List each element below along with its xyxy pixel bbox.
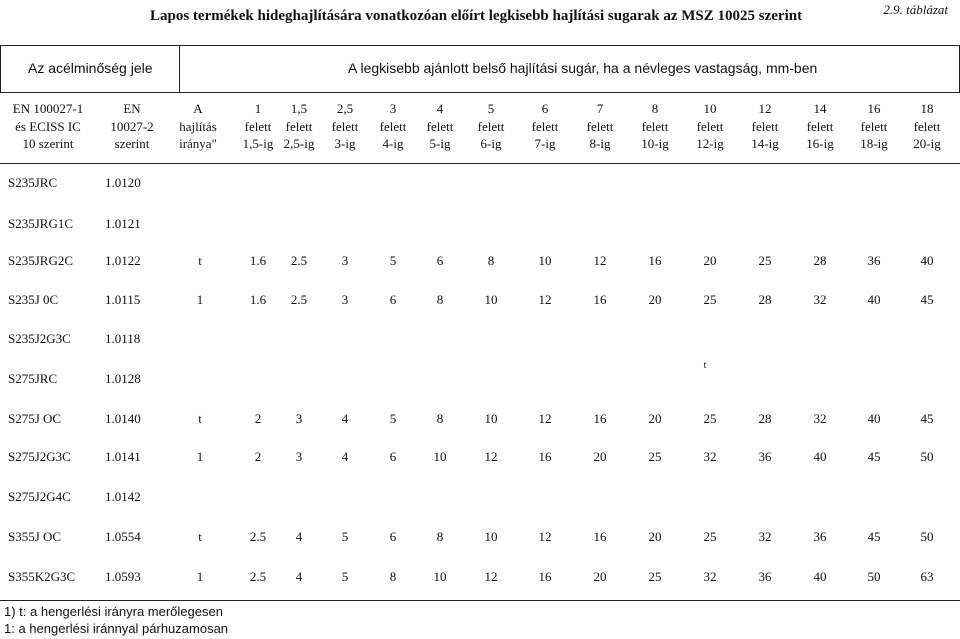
radius-cell: 4 [341, 411, 349, 426]
column-header-line: felett [751, 118, 779, 134]
radius-cell: 36 [867, 253, 881, 268]
radius-cell: 3 [341, 292, 349, 307]
grade-cell: S275J OC [8, 411, 62, 426]
footnote-1: 1) t: a hengerlési irányra merőlegesen [4, 604, 223, 619]
number-cell: 1.0122 [105, 253, 141, 268]
column-header [898, 100, 956, 153]
column-header-line: 3-ig [334, 136, 356, 151]
radius-cell: 1.6 [249, 292, 267, 307]
radius-cell: 2 [254, 449, 262, 464]
radius-cell: 36 [758, 569, 772, 584]
grade-cell: S355J OC [8, 529, 62, 544]
radius-cell: 6 [436, 253, 444, 268]
column-header-line: 5 [487, 101, 495, 116]
column-header [736, 100, 794, 153]
radius-cell: 16 [538, 569, 552, 584]
column-header-line: 18-ig [860, 136, 888, 151]
radius-cell: 40 [920, 253, 934, 268]
radius-cell: 2.5 [249, 529, 267, 544]
radius-cell: 16 [593, 529, 607, 544]
radius-cell: 8 [436, 529, 444, 544]
column-header [103, 100, 161, 153]
column-header-line: 14-ig [751, 136, 779, 151]
radius-cell: 20 [593, 569, 607, 584]
column-header-line: felett [641, 118, 669, 134]
column-header [791, 100, 849, 153]
grade-group-header: Az acélminőség jele [28, 60, 153, 76]
grade-cell: S275J2G4C [8, 489, 71, 504]
column-header-line: 20-ig [913, 136, 941, 151]
radius-cell: 50 [920, 449, 934, 464]
radius-cell: 2 [254, 411, 262, 426]
header-divider [0, 92, 960, 93]
radius-cell: 36 [813, 529, 827, 544]
column-header-line: hajlítás [179, 118, 217, 134]
grade-cell: S235JRG1C [8, 216, 74, 231]
radius-cell: 50 [867, 569, 881, 584]
radius-cell: 25 [758, 253, 772, 268]
radius-cell: 4 [295, 569, 303, 584]
column-header-line: felett [696, 118, 724, 134]
table-reference: 2.9. táblázat [883, 2, 948, 17]
radius-cell: 20 [648, 411, 662, 426]
radius-cell: 5 [389, 253, 397, 268]
radius-cell: 40 [867, 292, 881, 307]
column-header-line: 4-ig [382, 136, 404, 151]
radius-cell: 20 [648, 292, 662, 307]
number-cell: 1.0593 [105, 569, 141, 584]
radius-cell: 8 [436, 411, 444, 426]
radius-cell: 5 [389, 411, 397, 426]
table-title: Lapos termékek hideghajlítására vonatkozóan előírt legkisebb hajlítási sugarak az MSZ 10025 szerint [150, 8, 803, 24]
radius-cell: 28 [813, 253, 827, 268]
column-header-line: 10-ig [641, 136, 669, 151]
radius-cell: 25 [703, 292, 717, 307]
number-cell: 1.0120 [105, 175, 141, 190]
radius-cell: 45 [867, 529, 881, 544]
radius-cell: 3 [295, 449, 303, 464]
column-header [3, 100, 93, 153]
radius-cell: 12 [538, 529, 552, 544]
column-header-line: A [193, 101, 203, 116]
radius-cell: 8 [487, 253, 495, 268]
radius-cell: 8 [389, 569, 397, 584]
column-header-line: felett [913, 118, 941, 134]
column-header-line: 1 [254, 101, 262, 116]
table-bottom-border [0, 600, 960, 601]
radius-cell: 4 [341, 449, 349, 464]
radius-cell: 2.5 [290, 292, 308, 307]
column-header-line: felett [285, 118, 313, 134]
radius-cell: 45 [920, 411, 934, 426]
column-header-line: 3 [389, 101, 397, 116]
grade-cell: S235JRG2C [8, 253, 74, 268]
radius-cell: 10 [433, 449, 447, 464]
column-header-line: 8-ig [589, 136, 611, 151]
radius-cell: 12 [538, 292, 552, 307]
direction-cell: t [198, 411, 202, 426]
column-header [169, 100, 227, 153]
radius-cell: 16 [593, 292, 607, 307]
column-header-line: felett [379, 118, 407, 134]
radius-cell: 40 [867, 411, 881, 426]
stray-mark: t [703, 360, 707, 371]
column-header-line: felett [586, 118, 614, 134]
radius-cell: 16 [648, 253, 662, 268]
radius-cell: 2.5 [249, 569, 267, 584]
column-header-line: felett [244, 118, 272, 134]
radius-cell: 32 [813, 292, 827, 307]
radius-cell: 28 [758, 411, 772, 426]
radius-cell: 32 [703, 569, 717, 584]
column-header-line: 7-ig [534, 136, 556, 151]
number-cell: 1.0115 [105, 292, 141, 307]
column-header-line: felett [426, 118, 454, 134]
number-cell: 1.0128 [105, 371, 141, 386]
column-header-line: 2,5 [336, 101, 354, 116]
radius-cell: 40 [813, 449, 827, 464]
column-header [462, 100, 520, 153]
radius-cell: 16 [593, 411, 607, 426]
column-header-line: felett [331, 118, 359, 134]
radius-cell: 10 [484, 292, 498, 307]
radius-cell: 45 [867, 449, 881, 464]
radius-cell: 6 [389, 449, 397, 464]
radius-cell: 45 [920, 292, 934, 307]
direction-cell: t [198, 529, 202, 544]
radius-cell: 36 [758, 449, 772, 464]
radius-cell: 63 [920, 569, 934, 584]
radius-cell: 20 [593, 449, 607, 464]
radius-cell: 50 [920, 529, 934, 544]
radius-cell: 8 [436, 292, 444, 307]
radius-cell: 20 [648, 529, 662, 544]
radius-cell: 1.6 [249, 253, 267, 268]
radius-cell: 12 [484, 569, 498, 584]
radius-cell: 12 [593, 253, 607, 268]
column-header-line: 12 [758, 101, 772, 116]
column-header-line: 10 [703, 101, 717, 116]
column-header-line: 8 [651, 101, 659, 116]
column-header-line: 12-ig [696, 136, 724, 151]
table-top-border [0, 45, 960, 46]
column-header-line: 1,5-ig [242, 136, 274, 151]
direction-cell: 1 [196, 569, 204, 584]
column-header-line: 4 [436, 101, 444, 116]
radius-cell: 25 [648, 569, 662, 584]
column-header-line: szerint [114, 136, 150, 151]
radius-cell: 16 [538, 449, 552, 464]
direction-cell: 1 [196, 292, 204, 307]
footnote-2: 1: a hengerlési iránnyal párhuzamosan [4, 621, 229, 636]
radius-cell: 4 [295, 529, 303, 544]
radius-cell: 6 [389, 529, 397, 544]
radius-cell: 12 [484, 449, 498, 464]
column-header-line: EN [123, 101, 141, 116]
radius-cell: 40 [813, 569, 827, 584]
column-header-line: 16-ig [806, 136, 834, 151]
column-header-line: 7 [596, 101, 604, 116]
column-header-line: 6 [541, 101, 549, 116]
header-bottom-border [0, 163, 960, 164]
number-cell: 1.0118 [105, 331, 141, 346]
radius-cell: 25 [703, 529, 717, 544]
radius-cell: 32 [813, 411, 827, 426]
radius-cell: 3 [295, 411, 303, 426]
radius-cell: 10 [433, 569, 447, 584]
grade-cell: S235J 0C [8, 292, 59, 307]
number-cell: 1.0554 [105, 529, 141, 544]
column-header-line: 16 [867, 101, 881, 116]
radius-cell: 10 [538, 253, 552, 268]
column-header-line: felett [531, 118, 559, 134]
radius-cell: 10 [484, 411, 498, 426]
radius-cell: 3 [341, 253, 349, 268]
left-border [0, 45, 1, 92]
radius-cell: 32 [758, 529, 772, 544]
column-header-line: 14 [813, 101, 827, 116]
grade-cell: S235J2G3C [8, 331, 71, 346]
grade-cell: S275J2G3C [8, 449, 71, 464]
column-header-line: 6-ig [480, 136, 502, 151]
direction-cell: 1 [196, 449, 204, 464]
radius-cell: 5 [341, 529, 349, 544]
number-cell: 1.0141 [105, 449, 141, 464]
grade-cell: S355K2G3C [8, 569, 76, 584]
column-header-line: felett [806, 118, 834, 134]
column-header-line: 18 [920, 101, 934, 116]
column-header-line: 5-ig [429, 136, 451, 151]
grade-cell: S235JRC [8, 175, 58, 190]
column-header-line: 10027-2 [110, 118, 154, 134]
grade-cell: S275JRC [8, 371, 58, 386]
column-header-line: 2,5-ig [283, 136, 315, 151]
column-header-line: felett [477, 118, 505, 134]
column-header-line: 1,5 [290, 101, 308, 116]
column-header [571, 100, 629, 153]
column-header [626, 100, 684, 153]
radius-cell: 12 [538, 411, 552, 426]
column-header [681, 100, 739, 153]
number-cell: 1.0140 [105, 411, 141, 426]
radius-cell: 5 [341, 569, 349, 584]
direction-cell: t [198, 253, 202, 268]
column-header [845, 100, 903, 153]
column-header-line: 10 szerint [22, 136, 74, 151]
column-header-line: iránya" [179, 136, 217, 151]
radius-cell: 20 [703, 253, 717, 268]
column-header [516, 100, 574, 153]
number-cell: 1.0142 [105, 489, 141, 504]
column-header [411, 100, 469, 153]
column-header-line: EN 100027-1 [12, 101, 84, 116]
column-header-line: és ECISS IC [15, 118, 81, 134]
radius-cell: 6 [389, 292, 397, 307]
radius-cell: 10 [484, 529, 498, 544]
radius-cell: 25 [703, 411, 717, 426]
radius-group-header: A legkisebb ajánlott belső hajlítási sugár, ha a névleges vastagság, mm-ben [348, 60, 818, 76]
radius-cell: 32 [703, 449, 717, 464]
number-cell: 1.0121 [105, 216, 141, 231]
header-separator [179, 45, 180, 92]
radius-cell: 28 [758, 292, 772, 307]
radius-cell: 25 [648, 449, 662, 464]
column-header-line: felett [860, 118, 888, 134]
radius-cell: 2.5 [290, 253, 308, 268]
